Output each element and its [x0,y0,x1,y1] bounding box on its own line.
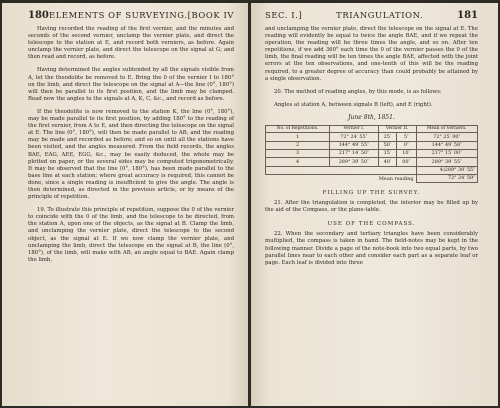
table-cell: 2 [266,141,330,149]
table-sum-row [266,166,478,174]
column-header: Vernier II. [378,125,416,132]
section-label: SEC. I.] [265,10,303,20]
running-title: TRIANGULATION. [336,10,424,20]
mean-label: Mean reading [266,174,417,182]
body-paragraph: 19. To illustrate this principle of repetition, suppose the 0 of the vernier to coincide with the 0 of the limb, and the telescope to be directed, from the station A, upon one of the objects, as the signal at B. Clamp the limb, and unclamping the vernier plate, direct the telescope to the second object, as the signal at E. If we now clamp the vernier plate, and unclamping the limb, direct the telescope on the signal at B, the line (0°, 180°), of the limb, will make with AB, an angle equal to BAE. Again clamp the limb, [28,207,234,263]
body-paragraph: Having determined the angles subtended by all the signals visible from A, let the theodolite be removed to E. Bring the 0 of the vernier I to 180° on the limb, and direct the telescope on the signal at A—the line (0°, 180°) will then be parallel to its first position, and the limb may be clamped. Read now the angles to the signals at A, K, C, &c., and record as before. [28,67,234,102]
table-header-row [266,125,478,132]
table-row [266,141,478,149]
right-page [251,3,498,406]
table-cell: 10″ [397,149,417,157]
book-label: [BOOK IV [187,10,234,20]
body-paragraph: 20. The method of reading angles, by this mode, is as follows: [274,88,442,95]
column-header: No. of Repetitions. [266,125,330,132]
table-cell: 15′ [378,149,396,157]
table-cell: 40′ [378,158,396,166]
sum-cell: 4)289° 39′ 55″ [416,166,477,174]
angle-readings-table [265,125,478,183]
left-page [2,3,248,406]
body-paragraph: 21. After the triangulation is completed, the interior may be filled up by the aid of the Compass, or the plane-table. [265,200,478,214]
table-cell: 144° 49′ 58″ [416,141,477,149]
date-line: June 8th, 1851. [348,113,395,121]
table-cell: 4 [266,158,330,166]
table-cell: 25′ [378,133,396,141]
table-mean-row [266,174,478,182]
section-heading: USE OF THE COMPASS. [327,221,416,228]
mean-value: 72° 24′ 59″ [416,174,477,182]
page-number: 180 [28,10,49,21]
table-cell: 217° 15′ 00″ [416,149,477,157]
table-cell: 72° 24′ 55″ [330,133,378,141]
body-paragraph: 22. When the secondary and tertiary triangles have been considerably multiplied, the compass is taken in hand. The field-notes may be kept in the following manner. Divide a page of the note-book into two equal parts, by two parallel lines near to each other and consider each part as a separate leaf or page. Each leaf is divided into three [265,231,478,266]
table-row [266,149,478,157]
table-cell: 50′ [378,141,396,149]
column-header: Vernier I. [330,125,378,132]
table-cell: 00″ [397,158,417,166]
table-cell: 3 [266,149,330,157]
table-cell: 5″ [397,133,417,141]
page-number: 181 [457,10,478,21]
left-page-header [28,10,234,21]
body-paragraph: Having recorded the reading of the first vernier, and the minutes and seconds of the second vernier, unclamp the vernier plate, and direct the telescope to the station at E, and record both verniers, as before. Again unclamp the vernier plate, and direct the telescope on the signal at G; and then read and record, as before. [28,26,234,61]
table-cell: 217° 14′ 50″ [330,149,378,157]
body-paragraph: and unclamping the vernier plate, direct the telescope on the signal at E. The reading will evidently be equal to twice the angle BAE, and if we repeat the operation, the reading will be three times the angle, and so on. After ten repetitions, if we add 360° each time the 0 of the vernier passes the 0 of the limb, the final reading will be ten times the angle BAE, affected with the joint errors at the ten observations, and one-tenth of this will be the reading required, to a greater degree of accuracy than could probably be attained by a single observation. [265,26,478,82]
column-header: Mean of Verniers. [416,125,477,132]
table-cell: 1 [266,133,330,141]
body-paragraph: Angles at station A, between signals B (left), and E (right). [274,101,433,108]
table-cell: 289° 39′ 55″ [416,158,477,166]
table-cell: 72° 25′ 00″ [416,133,477,141]
table-row [266,133,478,141]
book-spread [2,3,498,406]
section-heading: FILLING UP THE SURVEY. [322,190,421,197]
table-row [266,158,478,166]
table-cell: 289° 39′ 50″ [330,158,378,166]
body-paragraph: If the theodolite is now removed to the station K, the line (0°, 180°), may be made parallel to its first position, by adding 180° to the reading of the first vernier, from A to E, and then directing the telescope on the signal at E. The line (0°, 180°), will then be made parallel to AB, and the reading may be made and recorded as before; and so on until all the stations have been visited, and the angles measured. From the field records, the angles BAE, EAG, AEE, EGG, &c., may be easily deduced, the whole may be plotted on paper, or the several sides may be computed trigonometrically. It may be observed that the line (0°, 180°), has been made parallel to the base line at each station; where great accuracy is required, this cannot be done, since a single reading is insufficient to give the angle. The angle is then determined, as directed in the previous article, or by means of the principle of repetition. [28,108,234,201]
running-title: ELEMENTS OF SURVEYING. [48,10,188,20]
table-cell: 0″ [397,141,417,149]
table-cell: 144° 49′ 55″ [330,141,378,149]
right-page-header [265,10,478,21]
